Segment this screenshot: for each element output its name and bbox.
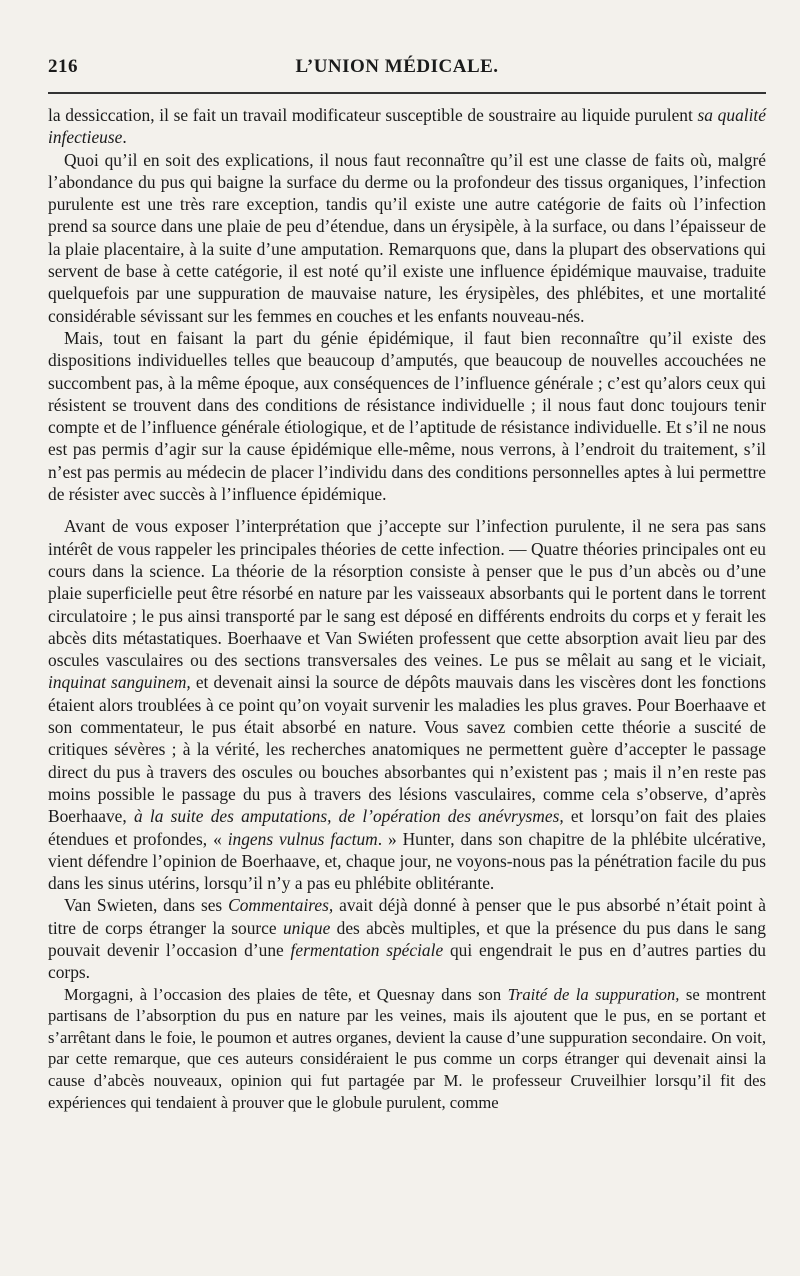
- italic-text: Commentaires,: [228, 895, 334, 916]
- text-segment: Mais, tout en faisant la part du génie épidémique, il faut bien reconnaître qu’il existe des dispositions individuelles telles que beaucoup d’amputés, que beaucoup de nouvelles accouchées ne succombent pas, à la même époque, aux conséquences de l’influence générale ; c’est qu’alors ceux qui résistent se trouvent dans des conditions de résistance individuelle ; il nous faut donc toujours tenir compte et de l’influence générale étiologique, et de l’aptitude de résistance individuelle. Et s’il ne nous est pas permis d’agir sur la cause épidémique elle-même, nous verrons, à l’endroit du traitement, s’il n’est pas permis au médecin de placer l’individu dans des conditions personnelles aptes à lui permettre de résister avec succès à l’influence épidémique.: [48, 327, 766, 505]
- journal-title: L’UNION MÉDICALE.: [295, 56, 499, 77]
- text-segment: la dessiccation, il se fait un travail modificateur susceptible de soustraire au liquide purulent: [48, 105, 698, 125]
- body-text: [48, 104, 766, 1113]
- italic-text: ingens vulnus factum: [227, 828, 378, 849]
- italic-text: à la suite des amputations, de l’opération des anévrysmes,: [133, 806, 564, 827]
- text-segment: .: [122, 127, 127, 148]
- header-rule: [48, 92, 766, 94]
- text-segment: Van Swieten, dans ses: [64, 895, 229, 916]
- text-segment: Quoi qu’il en soit des explications, il nous faut reconnaître qu’il est une classe de faits où, malgré l’abondance du pus qui baigne la surface du derme ou la profondeur des tissus organiques, l’infection purulente est une très rare exception, tandis qu’il existe une autre catégorie de faits où l’infection prend sa source dans une plaie de peu d’étendue, dans un érysipèle, à la surface, ou dans l’épaisseur de la plaie placentaire, à la suite d’une amputation. Remarquons que, dans la plupart des observations qui servent de base à cette catégorie, il est noté qu’il existe une influence épidémique mauvaise, traduite quelquefois par une suppuration de mauvaise nature, les érysipèles, des phlébites, et une mortalité considérable sévissant sur les femmes en couches et les enfants nouveau-nés.: [48, 149, 766, 326]
- italic-text: sa qualité infectieuse: [48, 105, 766, 148]
- text-segment: et devenait ainsi la source de dépôts mauvais dans les viscères dont les fonctions étaient alors troublées à ce point qu’on voyait survenir les maladies les plus graves. Pour Boerhaave et son commentateur, le pus était absorbé en nature. Vous savez combien cette théorie a suscité de critiques sévères ; à la vérité, les recherches anatomiques ne permettent guère d’accepter le passage direct du pus à travers des oscules ou bouches absorbantes qui n’existent pas ; mais il n’en reste pas moins possible le passage du pus à travers des lésions vasculaires, comme cela s’observe, d’après Boerhaave,: [48, 672, 766, 827]
- italic-text: Traité de la suppuration,: [507, 984, 680, 1004]
- paragraph: [48, 149, 766, 327]
- italic-text: unique: [282, 917, 331, 938]
- text-segment: qui engendrait le pus en d’autres parties du corps.: [48, 939, 766, 983]
- paragraph: [48, 327, 766, 505]
- text-segment: avait déjà donné à penser que le pus absorbé n’était point à titre de corps étranger la source: [48, 895, 766, 938]
- text-segment: Morgagni, à l’occasion des plaies de tête, et Quesnay dans son: [64, 984, 508, 1004]
- italic-text: fermentation spéciale: [290, 939, 444, 960]
- paragraph: [48, 104, 766, 149]
- italic-text: inquinat sanguinem,: [48, 672, 191, 693]
- paragraph: [48, 984, 766, 1114]
- text-segment: . » Hunter, dans son chapitre de la phlébite ulcérative, vient défendre l’opinion de Boerhaave, et, chaque jour, ne voyons-nous pas la pénétration facile du pus dans les sinus utérins, lorsqu’il n’y a pas eu phlébite oblitérante.: [48, 828, 766, 894]
- paragraph: [48, 515, 766, 894]
- page-number: 216: [48, 56, 78, 77]
- text-segment: et lorsqu’on fait des plaies étendues et profondes, «: [48, 806, 766, 849]
- text-segment: se montrent partisans de l’absorption du pus en nature par les veines, mais ils ajoutent que le pus, en se portant et s’arrêtant dans le foie, le poumon et autres organes, devient la cause d’une suppuration secondaire. On voit, par cette remarque, que ces auteurs considéraient le pus comme un corps étranger qui devenait ainsi la cause d’abcès nouveaux, opinion qui fut partagée par M. le professeur Cruveilhier lorsqu’il fit des expériences qui tendaient à prouver que le globule purulent, comme: [48, 984, 767, 1112]
- text-segment: des abcès multiples, et que la présence du pus dans le sang pouvait devenir l’occasion d’une: [48, 917, 766, 960]
- text-segment: Avant de vous exposer l’interprétation que j’accepte sur l’infection purulente, il ne sera pas sans intérêt de vous rappeler les principales théories de cette infection. — Quatre théories principales ont eu cours dans la science. La théorie de la résorption consiste à penser que le pus d’un abcès ou d’une plaie superficielle peut être résorbé en nature par les vaisseaux absorbants qui le portent dans le torrent circulatoire ; le pus ainsi transporté par le sang est déposé en différents endroits du corps et y ferait les abcès dits métastatiques. Boerhaave et Van Swiéten professent que cette absorption avait lieu par des oscules vasculaires ou des sections transversales des veines. Le pus se mêlait au sang et le viciait,: [48, 516, 766, 671]
- running-header: [48, 56, 766, 78]
- paragraph: [48, 894, 766, 983]
